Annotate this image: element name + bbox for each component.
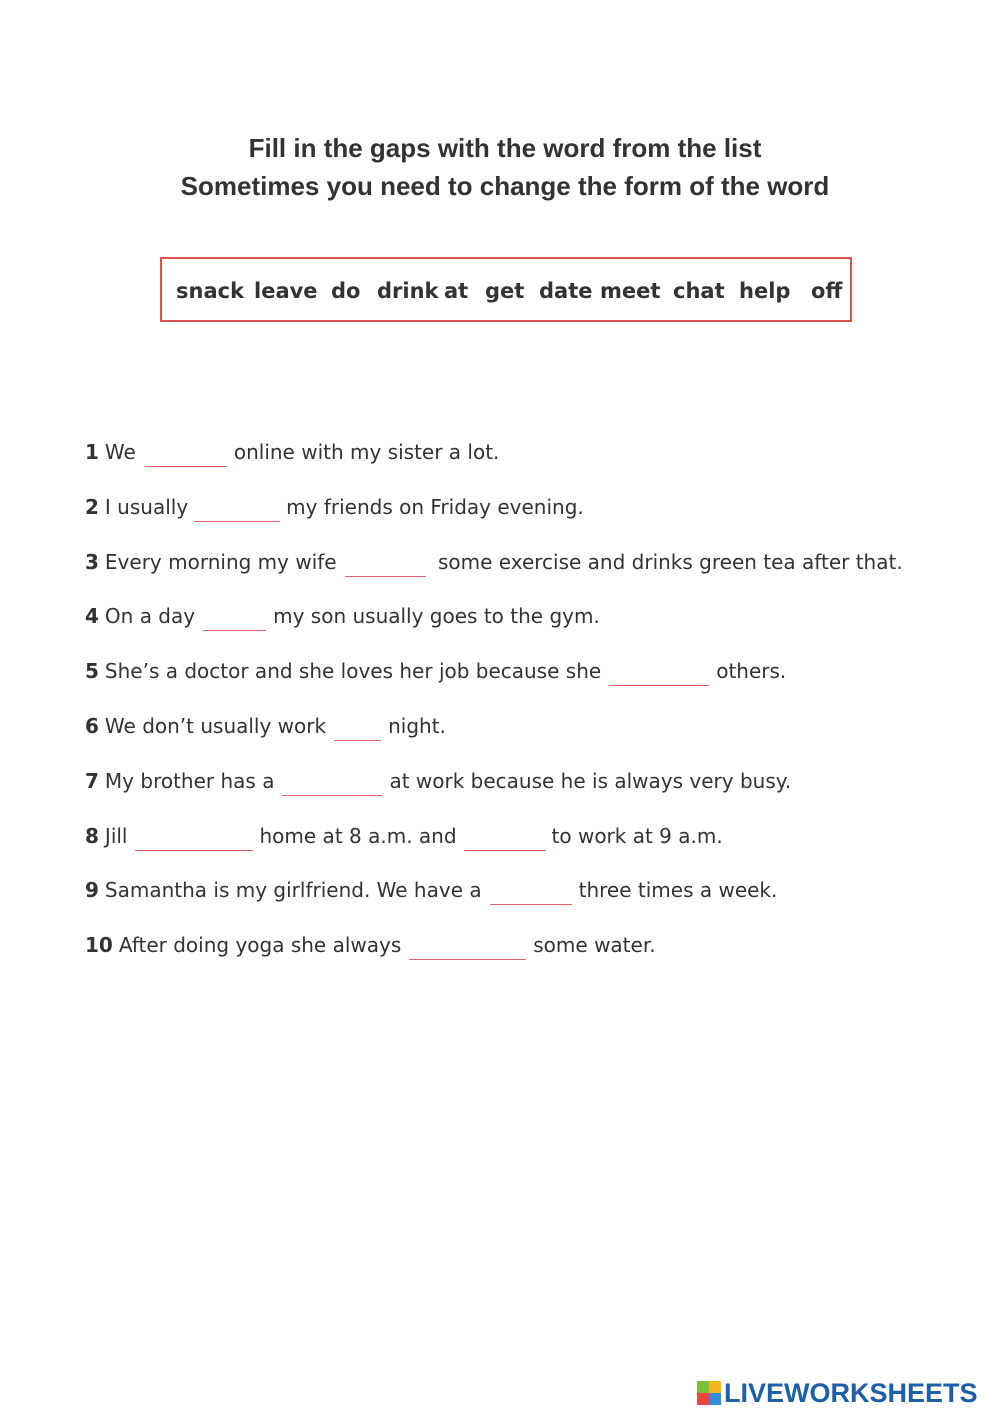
sentence-text-after: some water. xyxy=(533,933,656,957)
sentence-3 xyxy=(85,546,903,577)
instructions-line-1: Fill in the gaps with the word from the list xyxy=(248,133,762,163)
sentence-text-before: Samantha is my girlfriend. We have a xyxy=(104,878,482,902)
logo-text: LIVEWORKSHEETS xyxy=(724,1378,978,1408)
sentence-number: 9 xyxy=(85,878,99,902)
sentence-number: 10 xyxy=(85,933,113,957)
sentence-text-after: night. xyxy=(388,714,446,738)
answer-gap-8b[interactable] xyxy=(464,828,546,851)
sentence-text-before: Jill xyxy=(104,824,128,848)
word-list-item: leave xyxy=(254,279,318,303)
answer-gap-4[interactable] xyxy=(203,608,266,631)
instructions-line-2: Sometimes you need to change the form of the word xyxy=(180,171,830,201)
sentence-number: 6 xyxy=(85,714,99,738)
answer-gap-10[interactable] xyxy=(409,937,526,960)
sentence-text-after: my friends on Friday evening. xyxy=(286,495,584,519)
sentence-8 xyxy=(85,820,723,851)
sentence-text-after: online with my sister a lot. xyxy=(233,440,500,464)
sentence-text-after: to work at 9 a.m. xyxy=(551,824,723,848)
sentence-number: 7 xyxy=(85,769,99,793)
answer-gap-3[interactable] xyxy=(345,554,426,577)
sentence-number: 2 xyxy=(85,495,99,519)
answer-gap-2[interactable] xyxy=(194,499,280,522)
word-list-item: chat xyxy=(673,279,725,303)
sentence-4 xyxy=(85,600,600,631)
sentence-text-before: We don’t usually work xyxy=(104,714,327,738)
word-list-item: help xyxy=(739,279,791,303)
sentence-7 xyxy=(85,765,791,796)
sentence-text-before: We xyxy=(104,440,136,464)
word-list-item: date xyxy=(539,279,593,303)
sentence-text-before: After doing yoga she always xyxy=(118,933,402,957)
answer-gap-6[interactable] xyxy=(334,718,381,741)
word-list-item: off xyxy=(811,279,843,303)
word-list-item: meet xyxy=(600,279,661,303)
sentence-text-before: I usually xyxy=(104,495,189,519)
sentence-text-after: some exercise and drinks green tea after that. xyxy=(431,550,903,574)
sentence-10 xyxy=(85,929,656,960)
sentence-number: 4 xyxy=(85,604,99,628)
sentence-number: 8 xyxy=(85,824,99,848)
sentence-number: 5 xyxy=(85,659,99,683)
sentence-text-before: My brother has a xyxy=(104,769,275,793)
answer-gap-8a[interactable] xyxy=(135,828,253,851)
sentence-text-before: She’s a doctor and she loves her job because she xyxy=(104,659,602,683)
sentence-2 xyxy=(85,491,584,522)
sentence-text-after: three times a week. xyxy=(578,878,778,902)
word-list-item: get xyxy=(485,279,525,303)
word-list-item: do xyxy=(331,279,361,303)
liveworksheets-logo-icon xyxy=(697,1381,721,1405)
sentence-text-after: my son usually goes to the gym. xyxy=(273,604,600,628)
sentence-text-before: Every morning my wife xyxy=(104,550,337,574)
answer-gap-5[interactable] xyxy=(609,663,709,686)
word-list-item: snack xyxy=(176,279,245,303)
sentence-9 xyxy=(85,874,777,905)
sentence-1 xyxy=(85,436,499,467)
word-list-item: at xyxy=(444,279,469,303)
sentence-number: 3 xyxy=(85,550,99,574)
sentence-text-after: at work because he is always very busy. xyxy=(389,769,792,793)
answer-gap-9[interactable] xyxy=(490,882,572,905)
answer-gap-1[interactable] xyxy=(145,444,227,467)
sentence-number: 1 xyxy=(85,440,99,464)
sentence-6 xyxy=(85,710,446,741)
word-list-item: drink xyxy=(377,279,439,303)
sentence-text-before: On a day xyxy=(104,604,196,628)
answer-gap-7[interactable] xyxy=(282,773,382,796)
sentence-text-middle: home at 8 a.m. and xyxy=(259,824,457,848)
liveworksheets-logo[interactable] xyxy=(697,1378,978,1408)
sentence-text-after: others. xyxy=(716,659,787,683)
sentence-5 xyxy=(85,655,786,686)
